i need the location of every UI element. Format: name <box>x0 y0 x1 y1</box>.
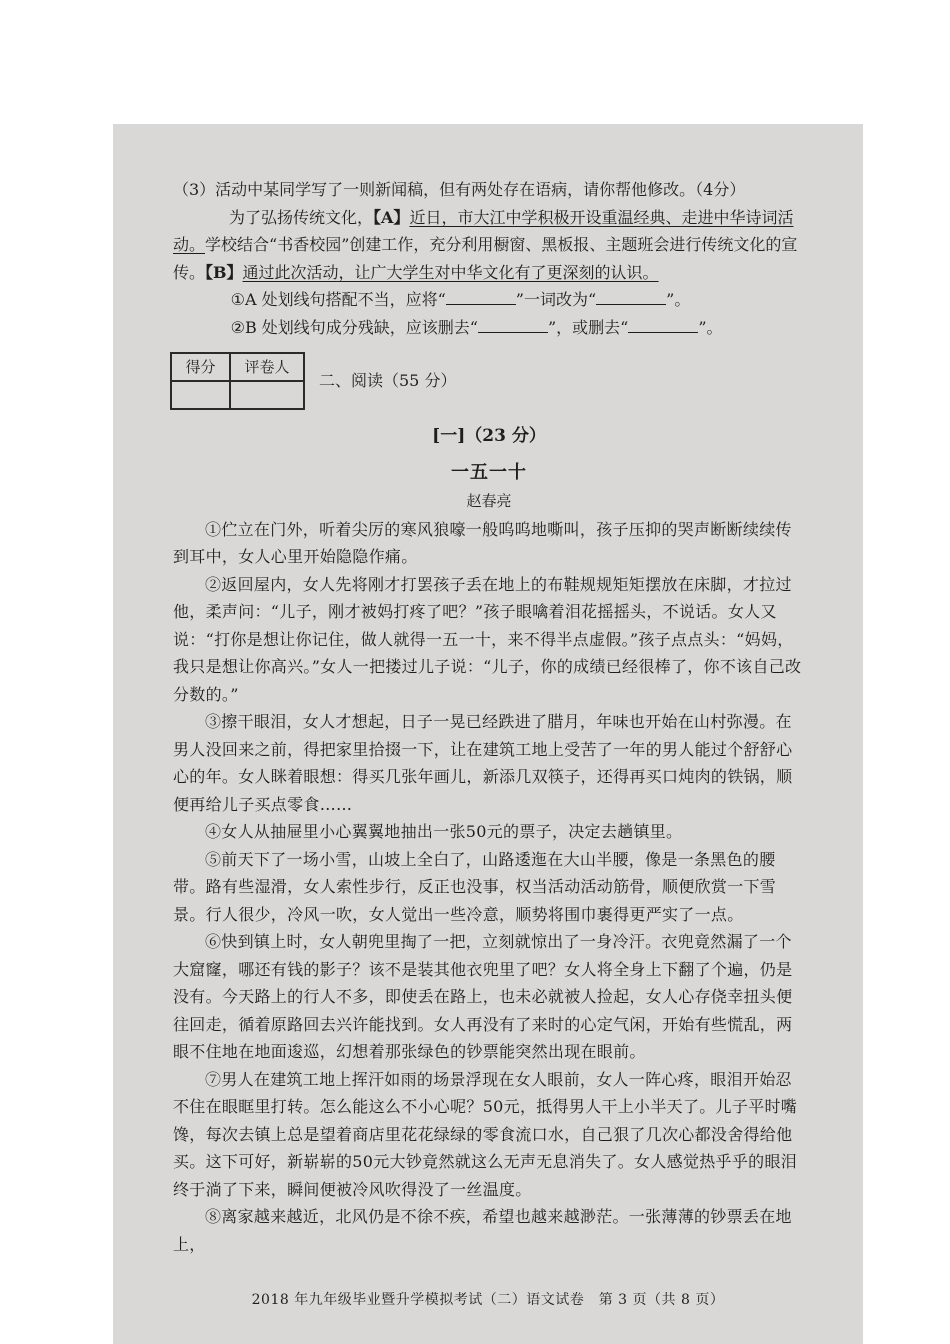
section-2-title: 二、阅读（55 分） <box>319 371 457 391</box>
marker-a: 【A】 <box>373 207 410 227</box>
sub2-text-b: ”，或删去“ <box>547 317 629 337</box>
grader-cell[interactable] <box>230 381 304 409</box>
paragraph-1: ①伫立在门外，听着尖厉的寒风狼嚎一般呜呜地嘶叫，孩子压抑的哭声断断续续传到耳中，女人心里开始隐隐作痛。 <box>173 519 792 566</box>
page-content <box>173 176 805 1258</box>
answer-blank-3[interactable] <box>478 316 548 333</box>
sub2-text-c: ”。 <box>698 317 723 337</box>
sub2-text-a: ②B 处划线句成分残缺，应该删去“ <box>230 317 478 337</box>
paragraph-4: ④女人从抽屉里小心翼翼地抽出一张50元的票子，决定去趟镇里。 <box>205 822 683 841</box>
score-header: 得分 <box>171 353 230 381</box>
news-lead: 为了弘扬传统文化， <box>229 207 374 227</box>
score-table <box>170 352 305 410</box>
answer-blank-1[interactable] <box>446 288 516 305</box>
article-body <box>173 516 805 1259</box>
article-title: 一五一十 <box>451 461 527 483</box>
marker-b: 【B】 <box>205 262 243 282</box>
news-sentence-b: 通过此次活动，让广大学生对中华文化有了更深刻的认识。 <box>242 262 659 282</box>
news-draft <box>173 204 805 287</box>
score-cell[interactable] <box>171 381 230 409</box>
news-middle: 学校结合“书香校园”创建工作，充分利用橱窗、黑板报、主题班会进行传统文化的宣传。 <box>173 235 798 282</box>
news-sentence-a: 近日，市大江中学积极开设重温经典、走进中华诗词活动。 <box>173 207 794 254</box>
section-header <box>173 353 805 409</box>
sub-question-1 <box>173 286 805 314</box>
sub1-text-a: ①A 处划线句搭配不当，应将“ <box>230 290 446 309</box>
sub-question-2 <box>173 314 805 342</box>
grader-header: 评卷人 <box>230 353 304 381</box>
paragraph-6: ⑥快到镇上时，女人朝兜里掏了一把，立刻就惊出了一身冷汗。衣兜竟然漏了一个大窟窿，哪还有钱的影子？该不是装其他衣兜里了吧？女人将全身上下翻了个遍，仍是没有。今天路上的行人不多，即使丢在路上，也未必就被人捡起，女人心存侥幸扭头便往回走，循着原路回去兴许能找到。女人再没有了来时的心定气闲，开始有些慌乱，两眼不住地在地面逡巡，幻想着那张绿色的钞票能突然出现在眼前。 <box>173 932 793 1061</box>
article-author: 赵春亮 <box>466 492 512 510</box>
paragraph-7: ⑦男人在建筑工地上挥汗如雨的场景浮现在女人眼前，女人一阵心疼，眼泪开始忍不住在眼眶里打转。怎么能这么不小心呢？50元，抵得男人干上小半天了。儿子平时嘴馋，每次去镇上总是望着商店里花花绿绿的零食流口水，自己狠了几次心都没舍得给他买。这下可好，新崭崭的50元大钞竟然就这么无声无息消失了。女人感觉热乎乎的眼泪终于淌了下来，瞬间便被冷风吹得没了一丝温度。 <box>173 1069 798 1199</box>
paragraph-2: ②返回屋内，女人先将刚才打罢孩子丢在地上的布鞋规规矩矩摆放在床脚，才拉过他，柔声问：“儿子，刚才被妈打疼了吧？”孩子眼噙着泪花摇摇头，不说话。女人又说：“打你是想让你记住，做人就得一五一十，来不得半点虚假。”孩子点点头：“妈妈，我只是想让你高兴。”女人一把搂过儿子说：“儿子，你的成绩已经很棒了，你不该自己改分数的。” <box>173 574 802 704</box>
question-3-prompt: （3）活动中某同学写了一则新闻稿，但有两处存在语病，请你帮他修改。（4分） <box>173 180 746 199</box>
sub1-text-b: ”一词改为“ <box>515 290 597 309</box>
paragraph-5: ⑤前天下了一场小雪，山坡上全白了，山路逶迤在大山半腰，像是一条黑色的腰带。路有些湿滑，女人索性步行，反正也没事，权当活动活动筋骨，顺便欣赏一下雪景。行人很少，冷风一吹，女人觉出一些冷意，顺势将围巾裹得更严实了一点。 <box>173 849 777 924</box>
part-1-title: [一]（23 分） <box>432 426 546 446</box>
paragraph-8: ⑧离家越来越近，北风仍是不徐不疾，希望也越来越渺茫。一张薄薄的钞票丢在地上， <box>173 1207 792 1254</box>
exam-page <box>113 124 863 1344</box>
page-footer: 2018 年九年级毕业暨升学模拟考试（二）语文试卷 第 3 页（共 8 页） <box>251 1292 725 1308</box>
sub1-text-c: ”。 <box>666 290 691 309</box>
answer-blank-2[interactable] <box>596 288 666 305</box>
answer-blank-4[interactable] <box>628 316 698 333</box>
paragraph-3: ③擦干眼泪，女人才想起，日子一晃已经跌进了腊月，年味也开始在山村弥漫。在男人没回来之前，得把家里拾掇一下，让在建筑工地上受苦了一年的男人能过个舒舒心心的年。女人眯着眼想：得买几张年画儿，新添几双筷子，还得再买口炖肉的铁锅，顺便再给儿子买点零食…… <box>173 712 793 814</box>
